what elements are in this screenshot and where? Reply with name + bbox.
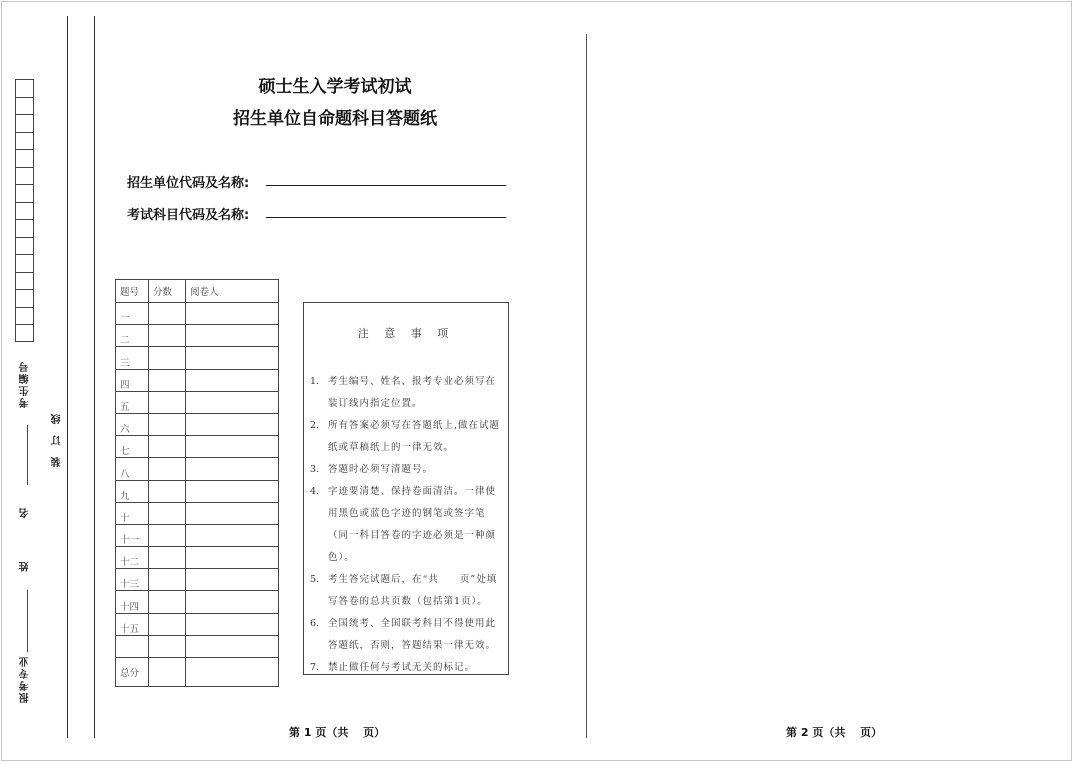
exam-number-boxes[interactable]	[15, 79, 35, 342]
score-cell[interactable]	[149, 480, 186, 502]
notice-item	[310, 415, 502, 459]
seal-line-label: 装 订 线	[52, 410, 63, 467]
score-cell[interactable]	[149, 635, 186, 657]
total-grader-cell[interactable]	[186, 658, 279, 687]
grader-cell[interactable]	[186, 591, 279, 613]
table-row	[116, 502, 279, 524]
notice-item	[310, 459, 502, 481]
subject-field-label: 考试科目代码及名称:	[127, 208, 250, 223]
score-table-header	[116, 280, 279, 303]
binding-line-outer	[67, 16, 68, 738]
table-row	[116, 303, 279, 325]
page-title-line2: 招生单位自命题科目答题纸	[233, 109, 437, 129]
score-cell[interactable]	[149, 613, 186, 635]
exam-number-box[interactable]	[15, 114, 34, 132]
grader-cell[interactable]	[186, 569, 279, 591]
grader-cell[interactable]	[186, 613, 279, 635]
score-cell[interactable]	[149, 458, 186, 480]
question-number: 六	[116, 413, 149, 435]
table-row	[116, 569, 279, 591]
grader-cell[interactable]	[186, 391, 279, 413]
grader-cell[interactable]	[186, 325, 279, 347]
question-number: 七	[116, 436, 149, 458]
question-number: 十五	[116, 613, 149, 635]
exam-number-box[interactable]	[15, 324, 34, 342]
score-cell[interactable]	[149, 347, 186, 369]
table-row	[116, 347, 279, 369]
unit-field-label: 招生单位代码及名称:	[127, 176, 250, 191]
notice-item-number: 5.	[310, 574, 320, 585]
score-cell[interactable]	[149, 369, 186, 391]
header-grader: 阅卷人	[186, 280, 279, 303]
notice-item	[310, 569, 502, 613]
question-number: 三	[116, 347, 149, 369]
page-title-line1: 硕士生入学考试初试	[258, 77, 412, 97]
table-row	[116, 458, 279, 480]
total-label: 总分	[116, 658, 149, 687]
question-number: 五	[116, 391, 149, 413]
grader-cell[interactable]	[186, 303, 279, 325]
exam-number-box[interactable]	[15, 149, 34, 167]
subject-field-line[interactable]	[266, 217, 506, 218]
notice-item-number: 2.	[310, 420, 320, 431]
exam-number-box[interactable]	[15, 167, 34, 185]
grader-cell[interactable]	[186, 635, 279, 657]
question-number: 二	[116, 325, 149, 347]
notice-title: 注 意 事 项	[357, 327, 455, 340]
notice-item-number: 1.	[310, 376, 320, 387]
exam-number-box[interactable]	[15, 307, 34, 325]
grader-cell[interactable]	[186, 502, 279, 524]
question-number: 十二	[116, 547, 149, 569]
score-cell[interactable]	[149, 524, 186, 546]
exam-number-box[interactable]	[15, 202, 34, 220]
question-number: 一	[116, 303, 149, 325]
question-number: 九	[116, 480, 149, 502]
total-score-cell[interactable]	[149, 658, 186, 687]
table-row-total	[116, 658, 279, 687]
score-cell[interactable]	[149, 502, 186, 524]
score-table	[115, 279, 279, 687]
question-number: 十三	[116, 569, 149, 591]
score-cell[interactable]	[149, 591, 186, 613]
table-row	[116, 613, 279, 635]
page2-footer: 第 2 页（共 页）	[786, 726, 883, 739]
score-cell[interactable]	[149, 569, 186, 591]
grader-cell[interactable]	[186, 436, 279, 458]
grader-cell[interactable]	[186, 458, 279, 480]
header-score: 分数	[149, 280, 186, 303]
notice-item	[310, 657, 502, 679]
grader-cell[interactable]	[186, 547, 279, 569]
major-underline	[27, 590, 28, 652]
notice-item	[310, 371, 502, 415]
exam-number-box[interactable]	[15, 97, 34, 115]
score-cell[interactable]	[149, 391, 186, 413]
notice-item-text: 字迹要清楚、保持卷面清洁。一律使用黑色或蓝色字迹的钢笔或签字笔（同一科目答卷的字迹必须是一种颜色）。	[328, 486, 497, 563]
question-number: 十	[116, 502, 149, 524]
question-number: 十四	[116, 591, 149, 613]
grader-cell[interactable]	[186, 413, 279, 435]
notice-item-number: 4.	[310, 486, 320, 497]
grader-cell[interactable]	[186, 524, 279, 546]
notice-item	[310, 613, 502, 657]
question-number: 四	[116, 369, 149, 391]
header-question-no: 题号	[116, 280, 149, 303]
notice-item-number: 3.	[310, 464, 320, 475]
notice-item-number: 6.	[310, 618, 320, 629]
notice-item-text: 禁止做任何与考试无关的标记。	[328, 662, 476, 673]
exam-number-box[interactable]	[15, 79, 34, 97]
exam-number-box[interactable]	[15, 237, 34, 255]
major-label: 报考专业	[20, 655, 31, 703]
unit-field-line[interactable]	[266, 185, 506, 186]
table-row	[116, 591, 279, 613]
exam-number-box[interactable]	[15, 184, 34, 202]
notice-item-text: 答题时必须写清题号。	[328, 464, 434, 475]
notice-item-text: 考生编号、姓名、报考专业必须写在装订线内指定位置。	[328, 376, 497, 409]
score-cell[interactable]	[149, 547, 186, 569]
notice-item	[310, 481, 502, 569]
exam-number-label: 考生编号	[20, 360, 31, 408]
table-row	[116, 635, 279, 657]
exam-number-box[interactable]	[15, 289, 34, 307]
exam-number-box[interactable]	[15, 219, 34, 237]
table-row	[116, 436, 279, 458]
notice-box	[303, 302, 509, 675]
table-row	[116, 524, 279, 546]
table-row	[116, 547, 279, 569]
question-number: 十一	[116, 524, 149, 546]
exam-number-box[interactable]	[15, 272, 34, 290]
name-label: 姓 名	[20, 488, 31, 572]
table-row	[116, 325, 279, 347]
exam-number-box[interactable]	[15, 254, 34, 272]
binding-line-inner	[94, 16, 95, 738]
question-number	[116, 635, 149, 657]
score-cell[interactable]	[149, 325, 186, 347]
grader-cell[interactable]	[186, 347, 279, 369]
score-cell[interactable]	[149, 303, 186, 325]
score-cell[interactable]	[149, 413, 186, 435]
notice-list	[310, 371, 502, 679]
notice-item-text: 考生答完试题后，在“共 页”处填写答卷的总共页数（包括第1页）。	[328, 574, 498, 607]
notice-item-text: 全国统考、全国联考科目不得使用此答题纸，否则，答题结果一律无效。	[328, 618, 497, 651]
grader-cell[interactable]	[186, 480, 279, 502]
exam-number-box[interactable]	[15, 132, 34, 150]
score-cell[interactable]	[149, 436, 186, 458]
name-underline	[27, 425, 28, 485]
table-row	[116, 480, 279, 502]
grader-cell[interactable]	[186, 369, 279, 391]
notice-item-number: 7.	[310, 662, 320, 673]
table-row	[116, 369, 279, 391]
page1-footer: 第 1 页（共 页）	[289, 726, 386, 739]
table-row	[116, 413, 279, 435]
table-row	[116, 391, 279, 413]
page-divider	[586, 34, 587, 738]
question-number: 八	[116, 458, 149, 480]
notice-item-text: 所有答案必须写在答题纸上,做在试题纸或草稿纸上的一律无效。	[328, 420, 501, 453]
